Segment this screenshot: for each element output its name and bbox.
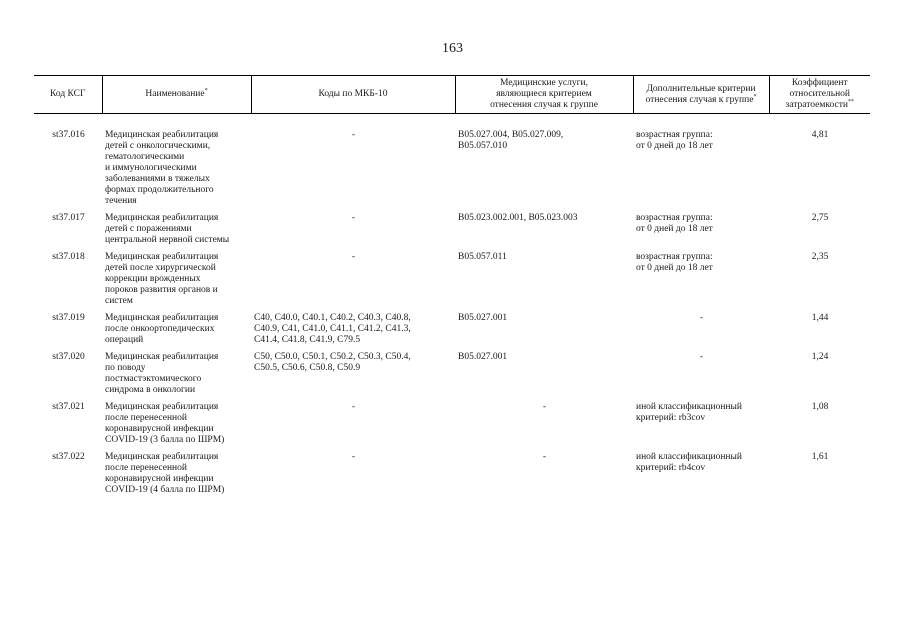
cell-code: st37.022 — [52, 452, 85, 462]
cell-coefficient: 1,44 — [811, 313, 829, 323]
cell-coefficient: 2,35 — [811, 252, 829, 262]
cell-services: B05.027.001 — [458, 352, 508, 362]
header-name: Наименование* — [102, 76, 251, 114]
cell-mkb: - — [351, 130, 356, 140]
cell-mkb: - — [351, 452, 356, 462]
cell-coefficient: 1,61 — [811, 452, 829, 462]
cell-services: B05.023.002.001, B05.023.003 — [458, 213, 578, 223]
table-row — [34, 313, 870, 352]
cell-criteria: возрастная группа: от 0 дней до 18 лет — [636, 213, 713, 234]
cell-name: Медицинская реабилитация после перенесенной коронавирусной инфекции COVID-19 (3 балла по ШРМ) — [105, 402, 225, 445]
cell-name: Медицинская реабилитация после онкоортопедических операций — [105, 313, 219, 345]
cell-coefficient: 1,24 — [811, 352, 829, 362]
cell-criteria: - — [699, 352, 704, 362]
header-name-footnote-mark: * — [204, 87, 208, 94]
table-row — [34, 402, 870, 452]
cell-mkb: C50, C50.0, C50.1, C50.2, C50.3, C50.4, C50.5, C50.6, C50.8, C50.9 — [254, 352, 411, 373]
cell-coefficient: 4,81 — [811, 130, 829, 140]
cell-services: - — [542, 452, 547, 462]
cell-services: B05.057.011 — [458, 252, 507, 262]
cell-name: Медицинская реабилитация детей после хирургической коррекции врожденных пороков развития органов и систем — [105, 252, 219, 306]
header-mkb-codes: Коды по МКБ-10 — [251, 76, 455, 114]
cell-mkb: - — [351, 252, 356, 262]
header-cost-coefficient: Коэффициент относительной затратоемкости** — [769, 76, 870, 114]
table-row — [34, 213, 870, 252]
ksg-table — [34, 75, 870, 502]
cell-code: st37.019 — [52, 313, 85, 323]
header-coef-footnote-mark: ** — [847, 98, 854, 105]
table-header-row — [34, 76, 870, 114]
header-additional-criteria: Дополнительные критерии отнесения случая к группе* — [633, 76, 769, 114]
table-row — [34, 452, 870, 502]
cell-coefficient: 2,75 — [811, 213, 829, 223]
header-criteria-footnote-mark: * — [753, 93, 757, 100]
cell-criteria: возрастная группа: от 0 дней до 18 лет — [636, 130, 713, 151]
table-row — [34, 114, 870, 214]
cell-criteria: иной классификационный критерий: rb3cov — [636, 402, 742, 423]
cell-mkb: - — [351, 213, 356, 223]
header-medical-services: Медицинские услуги, являющиеся критерием отнесения случая к группе — [455, 76, 633, 114]
table-row — [34, 352, 870, 402]
cell-services: B05.027.004, B05.027.009, B05.057.010 — [458, 130, 564, 151]
cell-criteria: возрастная группа: от 0 дней до 18 лет — [636, 252, 713, 273]
cell-code: st37.018 — [52, 252, 85, 262]
header-code: Код КСГ — [34, 76, 102, 114]
cell-mkb: - — [351, 402, 356, 412]
cell-mkb: C40, C40.0, C40.1, C40.2, C40.3, C40.8, C40.9, C41, C41.0, C41.1, C41.2, C41.3, C41.4, C41.8, C41.9, C79.5 — [254, 313, 411, 345]
cell-criteria: иной классификационный критерий: rb4cov — [636, 452, 742, 473]
cell-code: st37.020 — [52, 352, 85, 362]
cell-services: B05.027.001 — [458, 313, 508, 323]
page-number: 163 — [442, 41, 463, 56]
cell-coefficient: 1,08 — [811, 402, 829, 412]
cell-name: Медицинская реабилитация после перенесенной коронавирусной инфекции COVID-19 (4 балла по ШРМ) — [105, 452, 225, 495]
cell-code: st37.016 — [52, 130, 85, 140]
cell-criteria: - — [699, 313, 704, 323]
table-row — [34, 252, 870, 313]
cell-name: Медицинская реабилитация детей с онкологическими, гематологическими и иммунологическими заболеваниями в тяжелых формах продолжительного течения — [105, 130, 219, 206]
cell-name: Медицинская реабилитация детей с поражениями центральной нервной системы — [105, 213, 230, 245]
cell-code: st37.021 — [52, 402, 85, 412]
cell-name: Медицинская реабилитация по поводу постмастэктомического синдрома в онкологии — [105, 352, 219, 395]
cell-code: st37.017 — [52, 213, 85, 223]
cell-services: - — [542, 402, 547, 412]
